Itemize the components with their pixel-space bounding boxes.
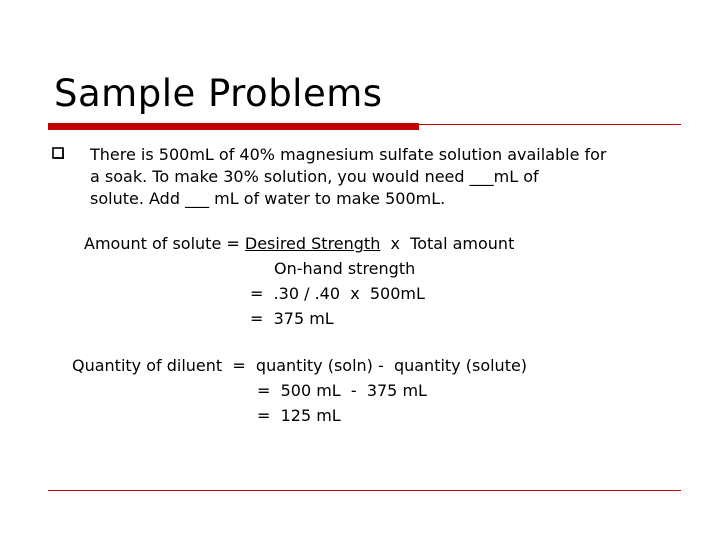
diluent-step-2: = 125 mL <box>257 406 341 425</box>
slide-title: Sample Problems <box>54 72 383 115</box>
diluent-step-1: = 500 mL - 375 mL <box>257 381 427 400</box>
solute-formula <box>84 234 514 254</box>
title-underline-thick <box>48 123 419 130</box>
solute-step-1: = .30 / .40 x 500mL <box>250 284 425 303</box>
problem-line: solute. Add ___ mL of water to make 500mL. <box>90 189 446 208</box>
formula-times: x Total amount <box>380 234 515 253</box>
problem-line: There is 500mL of 40% magnesium sulfate solution available for <box>90 145 607 164</box>
footer-rule <box>48 490 681 491</box>
title-underline-thin <box>419 124 681 125</box>
solute-label: Amount of solute = <box>84 234 245 253</box>
diluent-formula: Quantity of diluent = quantity (soln) - quantity (solute) <box>72 356 528 375</box>
problem-line: a soak. To make 30% solution, you would need ___mL of <box>90 167 539 186</box>
formula-numerator: Desired Strength <box>244 234 381 253</box>
solute-step-2: = 375 mL <box>250 309 334 328</box>
problem-statement <box>90 144 680 210</box>
formula-denominator: On-hand strength <box>274 259 416 278</box>
hollow-square-bullet-icon <box>52 147 64 159</box>
